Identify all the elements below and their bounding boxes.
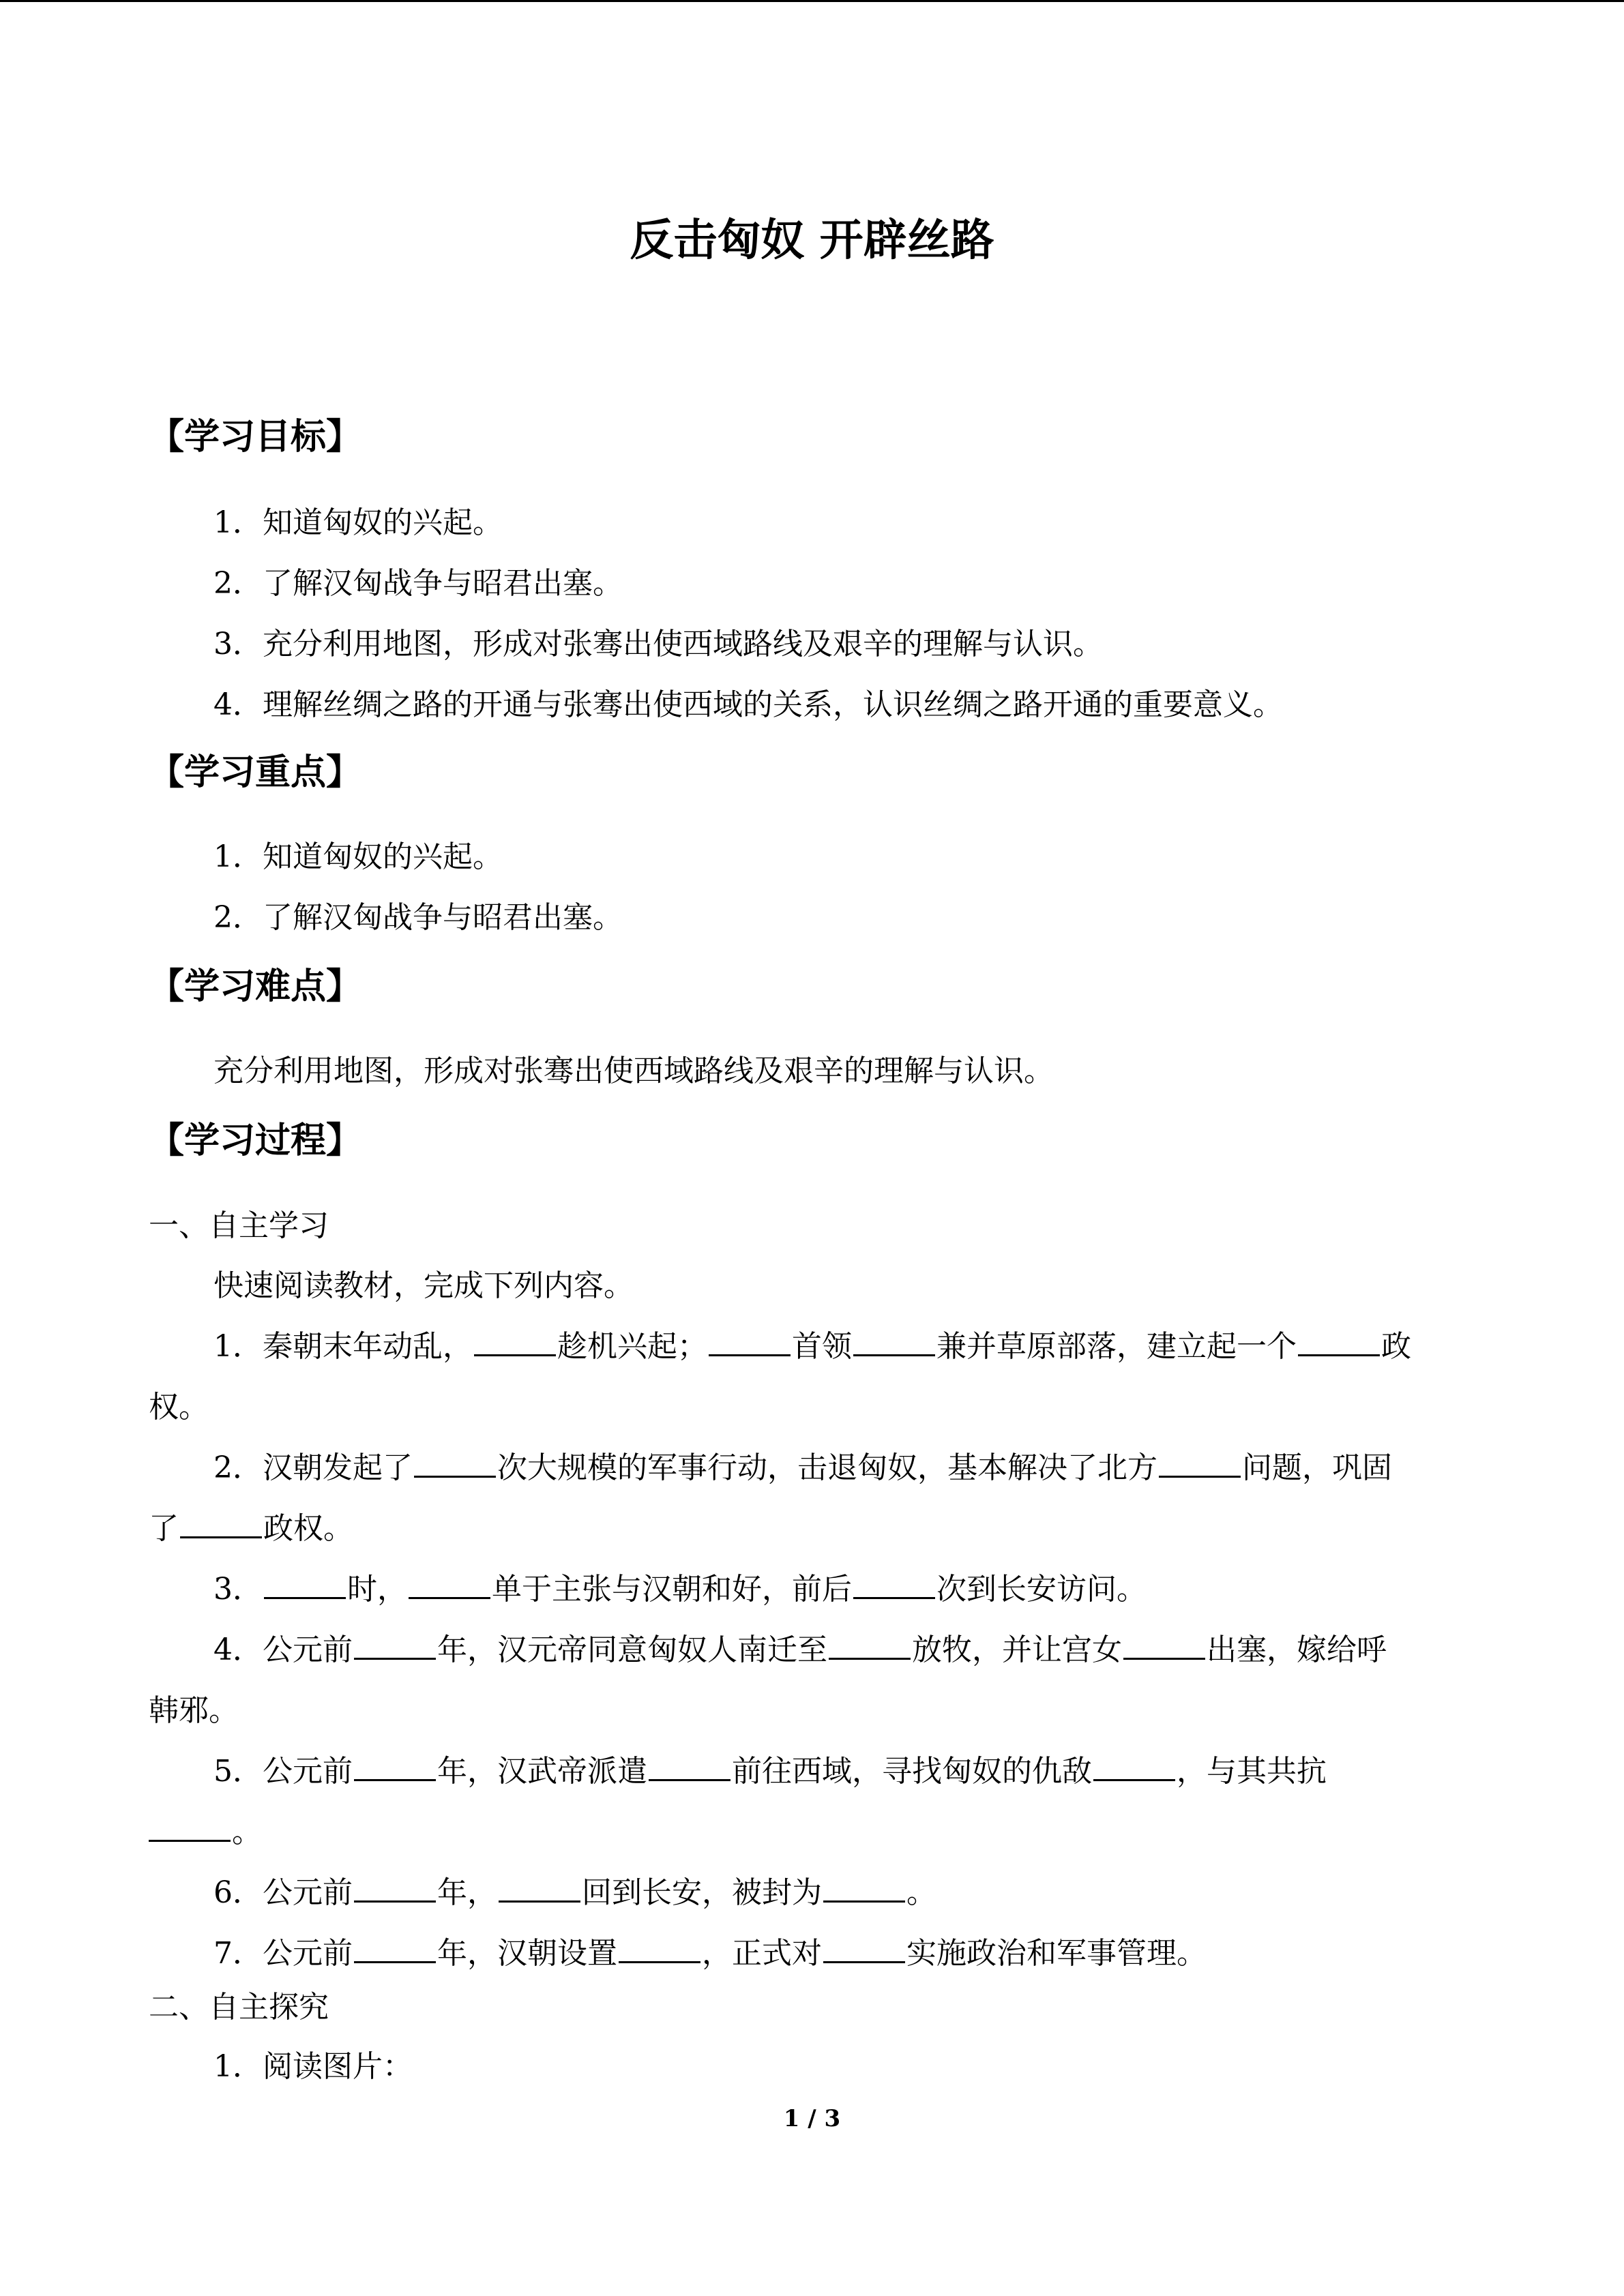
difficulty-heading: 【学习难点】 (149, 966, 362, 1007)
question-6: 6．公元前 年， 回到长安，被封为 。 (213, 1875, 936, 1910)
question-4-continued: 韩邪。 (149, 1693, 239, 1728)
answer-blank[interactable] (180, 1512, 262, 1538)
question-7: 7．公元前 年，汉朝设置 ，正式对 实施政治和军事管理。 (213, 1936, 1207, 1971)
keypoint-item: 2．了解汉匈战争与昭君出塞。 (213, 900, 623, 935)
answer-blank[interactable] (709, 1330, 791, 1356)
keypoints-heading: 【学习重点】 (149, 752, 362, 793)
answer-blank[interactable] (823, 1876, 905, 1903)
answer-blank[interactable] (619, 1937, 700, 1963)
question-1-continued: 权。 (149, 1390, 209, 1425)
part2-title: 二、自主探究 (149, 1990, 329, 2025)
answer-blank[interactable] (149, 1815, 231, 1842)
answer-blank[interactable] (853, 1330, 935, 1356)
question-2: 2．汉朝发起了 次大规模的军事行动，击退匈奴，基本解决了北方 问题，巩固 (213, 1450, 1392, 1485)
answer-blank[interactable] (829, 1633, 911, 1660)
answer-blank[interactable] (409, 1572, 490, 1599)
answer-blank[interactable] (499, 1876, 580, 1903)
answer-blank[interactable] (1093, 1755, 1175, 1781)
answer-blank[interactable] (354, 1876, 436, 1903)
answer-blank[interactable] (1123, 1633, 1205, 1660)
answer-blank[interactable] (264, 1572, 346, 1599)
part1-title: 一、自主学习 (149, 1208, 329, 1243)
page-title: 反击匈奴 开辟丝路 (630, 215, 994, 266)
objective-item: 4．理解丝绸之路的开通与张骞出使西域的关系，认识丝绸之路开通的重要意义。 (213, 687, 1283, 722)
page-number: 1 / 3 (783, 2105, 841, 2132)
answer-blank[interactable] (354, 1937, 436, 1963)
answer-blank[interactable] (823, 1937, 905, 1963)
question-3: 3． 时， 单于主张与汉朝和好，前后 次到长安访问。 (213, 1572, 1147, 1607)
question-1: 1．秦朝末年动乱， 趁机兴起； 首领 兼并草原部落，建立起一个 政 (213, 1329, 1411, 1364)
question-5-continued: 。 (149, 1812, 262, 1853)
question-4: 4．公元前 年，汉元帝同意匈奴人南迁至 放牧，并让宫女 出塞，嫁给呼 (213, 1632, 1387, 1667)
part2-question-1: 1．阅读图片： (213, 2049, 413, 2084)
objective-item: 3．充分利用地图，形成对张骞出使西域路线及艰辛的理解与认识。 (213, 627, 1103, 661)
answer-blank[interactable] (354, 1633, 436, 1660)
part1-intro: 快速阅读教材，完成下列内容。 (213, 1268, 634, 1303)
objective-item: 2．了解汉匈战争与昭君出塞。 (213, 566, 623, 601)
answer-blank[interactable] (354, 1755, 436, 1781)
question-5: 5．公元前 年，汉武帝派遣 前往西域，寻找匈奴的仇敌 ，与其共抗 (213, 1754, 1327, 1789)
answer-blank[interactable] (649, 1755, 730, 1781)
answer-blank[interactable] (1298, 1330, 1380, 1356)
answer-blank[interactable] (1159, 1451, 1241, 1478)
answer-blank[interactable] (474, 1330, 556, 1356)
difficulty-text: 充分利用地图，形成对张骞出使西域路线及艰辛的理解与认识。 (213, 1054, 1054, 1088)
process-heading: 【学习过程】 (149, 1120, 362, 1161)
question-2-continued: 了 政权。 (149, 1511, 353, 1546)
objectives-heading: 【学习目标】 (149, 417, 362, 458)
answer-blank[interactable] (853, 1572, 935, 1599)
objective-item: 1．知道匈奴的兴起。 (213, 505, 503, 540)
keypoint-item: 1．知道匈奴的兴起。 (213, 839, 503, 874)
answer-blank[interactable] (414, 1451, 496, 1478)
